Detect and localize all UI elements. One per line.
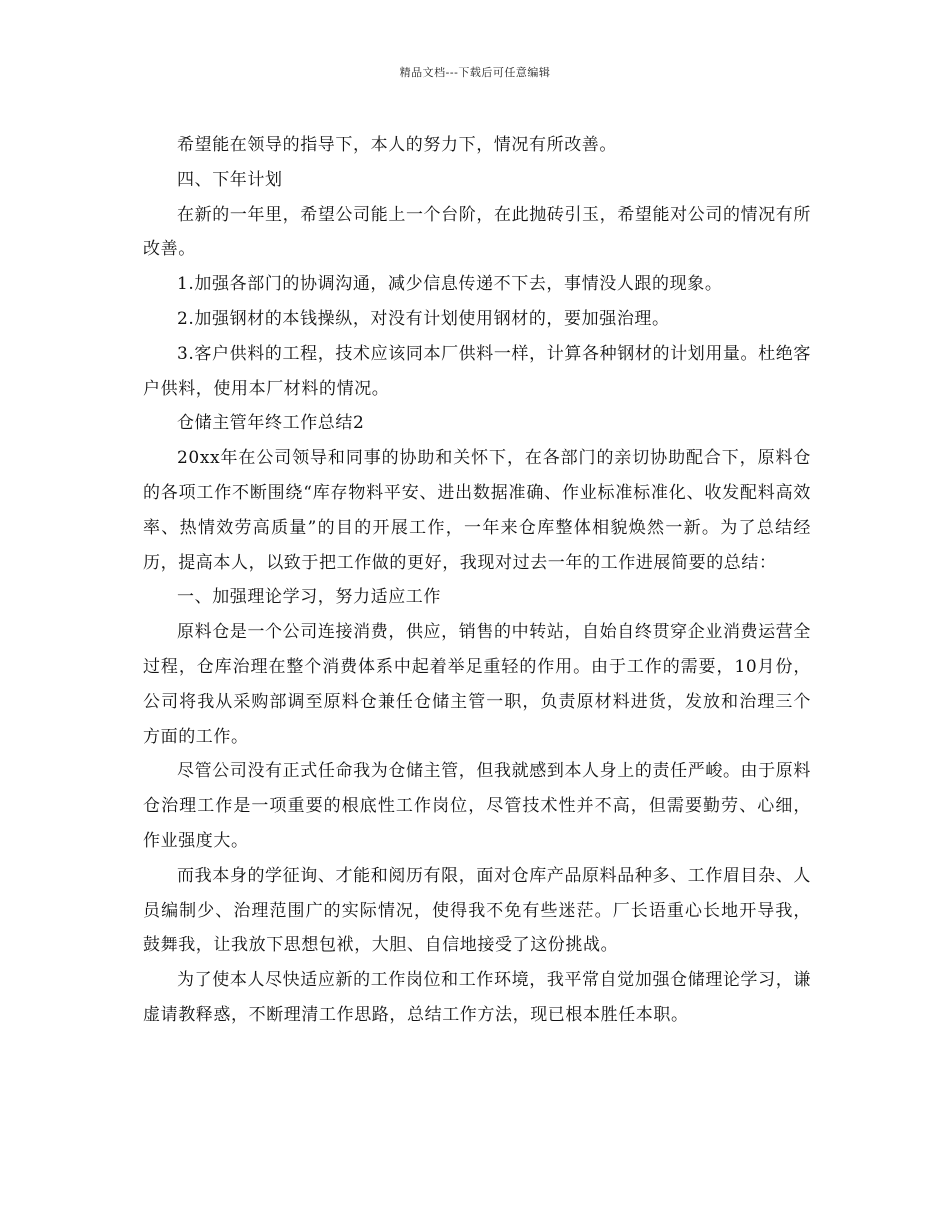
- document-title: 仓储主管年终工作总结2: [177, 413, 365, 434]
- list-item: 3.客户供料的工程，技术应该同本厂供料一样，计算各种钢材的计划用量。杜绝客户供料，使用本厂材料的情况。: [143, 343, 811, 399]
- list-item: 2.加强钢材的本钱操纵，对没有计划使用钢材的，要加强治理。: [177, 308, 670, 329]
- paragraph: 希望能在领导的指导下，本人的努力下，情况有所改善。: [177, 135, 617, 155]
- paragraph: 而我本身的学征询、才能和阅历有限，面对仓库产品原料品种多、工作眉目杂、人员编制少、治理范围广的实际情况，使得我不免有些迷茫。厂长语重心长地开导我，鼓舞我，让我放下思想包袱，大胆、自信地接受了这份挑战。: [143, 865, 811, 956]
- paragraph: 20xx年在公司领导和同事的协助和关怀下，在各部门的亲切协助配合下，原料仓的各项工作不断围绕“库存物料平安、进出数据准确、作业标准标准化、收发配料高效率、热情效劳高质量”的目的开展工作，一年来仓库整体相貌焕然一新。为了总结经历，提高本人，以致于把工作做的更好，我现对过去一年的工作进展简要的总结：: [143, 448, 811, 573]
- paragraph: 尽管公司没有正式任命我为仓储主管，但我就感到本人身上的责任严峻。由于原料仓治理工作是一项重要的根底性工作岗位，尽管技术性并不高，但需要勤劳、心细，作业强度大。: [143, 761, 811, 851]
- paragraph: 原料仓是一个公司连接消费，供应，销售的中转站，自始自终贯穿企业消费运营全过程，仓库治理在整个消费体系中起着举足重轻的作用。由于工作的需要，10月份，公司将我从采购部调至原料仓兼任仓储主管一职，负责原材料进货，发放和治理三个方面的工作。: [143, 622, 811, 747]
- section-heading: 四、下年计划: [177, 169, 283, 190]
- document-body: [143, 128, 811, 1033]
- paragraph: 在新的一年里，希望公司能上一个台阶，在此抛砖引玉，希望能对公司的情况有所改善。: [143, 204, 811, 260]
- list-item: 1.加强各部门的协调沟通，减少信息传递不下去，事情没人跟的现象。: [177, 274, 723, 295]
- section-heading: 一、加强理论学习，努力适应工作: [177, 587, 441, 608]
- paragraph: 为了使本人尽快适应新的工作岗位和工作环境，我平常自觉加强仓储理论学习，谦虚请教释惑，不断理清工作思路，总结工作方法，现已根本胜任本职。: [143, 970, 811, 1025]
- page-header: 精品文档---下载后可任意编辑: [399, 66, 551, 79]
